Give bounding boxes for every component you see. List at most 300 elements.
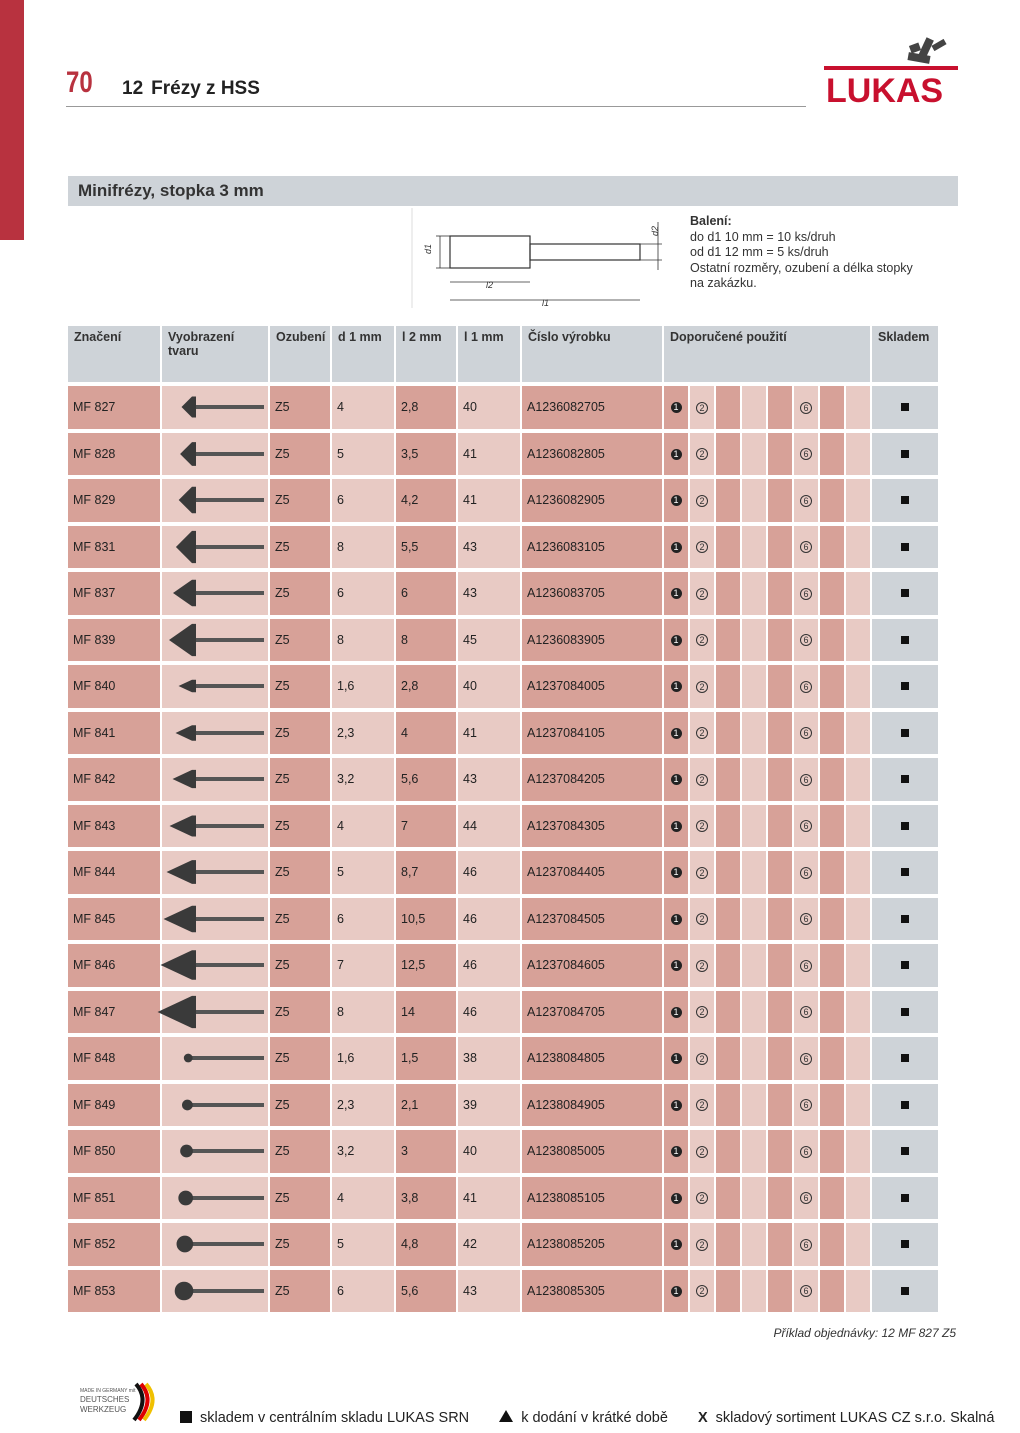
in-stock-icon [901, 1287, 909, 1295]
cell-l1 [458, 712, 522, 759]
cell-usage [742, 991, 768, 1038]
cell-product [522, 386, 664, 433]
cell-usage [664, 758, 690, 805]
cell-l1 [458, 805, 522, 852]
cell-designation [68, 712, 162, 759]
table-row [68, 433, 940, 480]
cell-l2 [396, 1084, 458, 1131]
cell-usage [846, 572, 872, 619]
cell-product [522, 1084, 664, 1131]
made-line3: WERKZEUG [80, 1405, 127, 1414]
cell-d1 [332, 1177, 396, 1224]
table-row [68, 386, 940, 433]
cell-usage [664, 479, 690, 526]
cell-usage [846, 433, 872, 480]
usage-mark-outline: 6 [800, 727, 812, 739]
cell-stock [872, 572, 940, 619]
cell-text: 40 [463, 400, 477, 415]
cell-usage [846, 805, 872, 852]
tool-shank [192, 1242, 264, 1246]
cell-usage [664, 1084, 690, 1131]
cell-stock [872, 1223, 940, 1270]
cell-text: 5,6 [401, 1283, 419, 1298]
usage-mark-filled: 1 [671, 588, 682, 599]
cell-text: 38 [463, 1051, 477, 1066]
table-row [68, 665, 940, 712]
cell-designation [68, 1177, 162, 1224]
diagram-label-l2: l2 [486, 280, 494, 290]
cell-text: 12,5 [401, 958, 426, 973]
cell-usage [794, 386, 820, 433]
cell-d1 [332, 665, 396, 712]
cell-usage [846, 665, 872, 712]
cell-shape [162, 805, 270, 852]
usage-mark-filled: 1 [671, 1239, 682, 1250]
cell-d1 [332, 1223, 396, 1270]
cell-teeth [270, 665, 332, 712]
cell-stock [872, 433, 940, 480]
usage-mark-filled: 1 [671, 1286, 682, 1297]
cell-text: 14 [401, 1004, 415, 1019]
in-stock-icon [901, 682, 909, 690]
cell-product [522, 665, 664, 712]
cell-d1 [332, 619, 396, 666]
made-in-germany-logo [78, 1380, 158, 1424]
cell-usage [664, 1223, 690, 1270]
tool-shank [192, 591, 264, 595]
cell-text: Z5 [275, 679, 290, 694]
cell-usage [690, 433, 716, 480]
cell-teeth [270, 619, 332, 666]
cell-text: MF 845 [73, 911, 116, 926]
cell-usage [742, 944, 768, 991]
cell-designation [68, 805, 162, 852]
in-stock-icon [901, 868, 909, 876]
cell-usage [768, 1223, 794, 1270]
tool-shank [192, 545, 264, 549]
cell-usage [820, 619, 846, 666]
cell-usage [716, 898, 742, 945]
cell-usage [716, 1177, 742, 1224]
cell-usage [742, 1130, 768, 1177]
cell-usage [794, 433, 820, 480]
cell-usage [820, 1270, 846, 1317]
cell-text: A1238084905 [527, 1097, 605, 1112]
cell-designation [68, 619, 162, 666]
cell-usage [742, 665, 768, 712]
cell-text: A1236082805 [527, 446, 605, 461]
cell-text: 3 [401, 1144, 408, 1159]
cell-text: 43 [463, 586, 477, 601]
cell-usage [768, 1037, 794, 1084]
cell-d1 [332, 758, 396, 805]
cell-usage [690, 1130, 716, 1177]
table-row [68, 991, 940, 1038]
cell-designation [68, 944, 162, 991]
cell-usage [664, 386, 690, 433]
cell-usage [820, 712, 846, 759]
tool-image [162, 1224, 266, 1264]
cell-l1 [458, 898, 522, 945]
cell-usage [768, 758, 794, 805]
cell-text: 6 [401, 586, 408, 601]
cell-text: 10,5 [401, 911, 426, 926]
usage-mark-outline: 6 [800, 634, 812, 646]
cell-product [522, 1223, 664, 1270]
usage-mark-filled: 1 [671, 449, 682, 460]
cell-text: 46 [463, 1004, 477, 1019]
cell-l1 [458, 1084, 522, 1131]
table-row [68, 944, 940, 991]
cell-text: 4 [337, 818, 344, 833]
cell-shape [162, 526, 270, 573]
tool-image [162, 573, 266, 613]
table-row [68, 479, 940, 526]
cell-l2 [396, 1130, 458, 1177]
cell-text: MF 844 [73, 865, 116, 880]
cell-usage [768, 898, 794, 945]
cell-usage [820, 758, 846, 805]
cell-usage [664, 1037, 690, 1084]
cell-usage [664, 805, 690, 852]
cell-usage [742, 1084, 768, 1131]
cell-usage [716, 1037, 742, 1084]
usage-mark-outline: 6 [800, 1285, 812, 1297]
usage-mark-outline: 2 [696, 1099, 708, 1111]
cell-usage [846, 1177, 872, 1224]
cell-usage [768, 1084, 794, 1131]
cell-usage [820, 1130, 846, 1177]
legend-text: skladový sortiment LUKAS CZ s.r.o. Skalná [715, 1410, 995, 1426]
cell-text: 8,7 [401, 865, 419, 880]
cell-usage [664, 991, 690, 1038]
usage-mark-outline: 6 [800, 913, 812, 925]
cell-usage [794, 758, 820, 805]
usage-mark-outline: 6 [800, 867, 812, 879]
cell-usage [742, 712, 768, 759]
cell-usage [794, 479, 820, 526]
legend-item-stock [180, 1410, 469, 1426]
cell-text: Z5 [275, 586, 290, 601]
col-l2: l 2 mm [396, 326, 458, 386]
usage-mark-outline: 6 [800, 541, 812, 553]
cell-text: 3,5 [401, 446, 419, 461]
cell-teeth [270, 944, 332, 991]
tool-shank [192, 824, 264, 828]
usage-mark-outline: 6 [800, 1239, 812, 1251]
cell-l2 [396, 758, 458, 805]
cell-l2 [396, 526, 458, 573]
cell-text: 43 [463, 1283, 477, 1298]
usage-mark-outline: 2 [696, 1239, 708, 1251]
cell-text: Z5 [275, 1144, 290, 1159]
cell-stock [872, 758, 940, 805]
tool-image [162, 620, 266, 660]
usage-mark-outline: 2 [696, 588, 708, 600]
cell-usage [716, 1084, 742, 1131]
logo-text: LUKAS [826, 72, 944, 110]
packing-info [690, 214, 913, 292]
cell-d1 [332, 1130, 396, 1177]
cell-l2 [396, 665, 458, 712]
tool-image [162, 806, 266, 846]
tool-head [182, 1099, 193, 1110]
cell-d1 [332, 991, 396, 1038]
cell-text: Z5 [275, 1190, 290, 1205]
cell-text: 43 [463, 539, 477, 554]
cell-usage [820, 479, 846, 526]
cell-shape [162, 1177, 270, 1224]
cell-shape [162, 572, 270, 619]
cell-text: 6 [337, 493, 344, 508]
cell-text: MF 828 [73, 446, 116, 461]
cell-usage [664, 433, 690, 480]
usage-mark-outline: 6 [800, 1006, 812, 1018]
cell-shape [162, 991, 270, 1038]
usage-mark-outline: 6 [800, 448, 812, 460]
diagram-label-d1: d1 [423, 243, 433, 254]
cell-d1 [332, 386, 396, 433]
cell-usage [716, 526, 742, 573]
cell-text: Z5 [275, 1004, 290, 1019]
cell-l1 [458, 758, 522, 805]
cell-usage [742, 758, 768, 805]
cell-stock [872, 712, 940, 759]
cell-usage [716, 1270, 742, 1317]
cell-l2 [396, 1270, 458, 1317]
cell-usage [820, 898, 846, 945]
cell-usage [794, 1084, 820, 1131]
usage-mark-outline: 2 [696, 727, 708, 739]
cell-l2 [396, 572, 458, 619]
cell-text: MF 839 [73, 632, 116, 647]
cell-usage [690, 898, 716, 945]
in-stock-icon [901, 1147, 909, 1155]
cell-text: A1238085105 [527, 1190, 605, 1205]
cell-stock [872, 851, 940, 898]
cell-text: Z5 [275, 772, 290, 787]
cell-text: 4 [401, 725, 408, 740]
cell-designation [68, 991, 162, 1038]
cell-usage [820, 665, 846, 712]
cell-designation [68, 758, 162, 805]
cell-product [522, 1177, 664, 1224]
col-usage: Doporučené použití [664, 326, 872, 386]
cell-text: A1238085205 [527, 1237, 605, 1252]
usage-mark-outline: 2 [696, 634, 708, 646]
cell-l2 [396, 1037, 458, 1084]
cell-usage [690, 1223, 716, 1270]
tool-image [162, 434, 266, 474]
cell-l1 [458, 479, 522, 526]
cell-text: 3,8 [401, 1190, 419, 1205]
cell-text: A1237084205 [527, 772, 605, 787]
cell-text: 4 [337, 1190, 344, 1205]
cell-text: MF 848 [73, 1051, 116, 1066]
usage-mark-outline: 2 [696, 820, 708, 832]
usage-mark-filled: 1 [671, 542, 682, 553]
cell-text: 5 [337, 1237, 344, 1252]
usage-mark-outline: 2 [696, 774, 708, 786]
cell-l2 [396, 386, 458, 433]
cell-usage [690, 991, 716, 1038]
usage-mark-filled: 1 [671, 681, 682, 692]
cell-text: 3,2 [337, 772, 355, 787]
tool-image [162, 527, 266, 567]
usage-mark-filled: 1 [671, 821, 682, 832]
cell-l2 [396, 991, 458, 1038]
cell-usage [846, 712, 872, 759]
tool-shank [192, 638, 264, 642]
packing-heading: Balení: [690, 214, 732, 228]
cell-usage [690, 1177, 716, 1224]
usage-mark-outline: 2 [696, 495, 708, 507]
cell-l1 [458, 1037, 522, 1084]
cell-usage [690, 526, 716, 573]
cell-text: Z5 [275, 446, 290, 461]
cell-text: A1236082905 [527, 493, 605, 508]
tool-image [162, 1038, 266, 1078]
cell-text: A1237084105 [527, 725, 605, 740]
cell-stock [872, 1270, 940, 1317]
cell-shape [162, 1130, 270, 1177]
tool-head [173, 580, 196, 607]
cell-text: A1236083905 [527, 632, 605, 647]
cell-usage [716, 665, 742, 712]
usage-mark-outline: 2 [696, 1006, 708, 1018]
cell-usage [846, 1270, 872, 1317]
cell-usage [820, 1084, 846, 1131]
cell-product [522, 851, 664, 898]
cell-l2 [396, 433, 458, 480]
header-rule [66, 106, 806, 107]
cell-usage [690, 805, 716, 852]
cell-usage [664, 1270, 690, 1317]
cell-shape [162, 386, 270, 433]
cell-teeth [270, 851, 332, 898]
cell-text: 3,2 [337, 1144, 355, 1159]
cell-usage [768, 851, 794, 898]
cell-text: 8 [337, 1004, 344, 1019]
cell-designation [68, 665, 162, 712]
usage-mark-filled: 1 [671, 1146, 682, 1157]
usage-mark-outline: 6 [800, 1099, 812, 1111]
in-stock-icon [901, 961, 909, 969]
cell-usage [794, 805, 820, 852]
cell-text: 4 [337, 400, 344, 415]
cell-text: 6 [337, 1283, 344, 1298]
cell-usage [716, 619, 742, 666]
cell-product [522, 712, 664, 759]
tool-shank [192, 731, 264, 735]
cell-l1 [458, 526, 522, 573]
cell-teeth [270, 758, 332, 805]
cell-text: 8 [337, 632, 344, 647]
cell-text: 43 [463, 772, 477, 787]
made-line2: DEUTSCHES [80, 1395, 130, 1404]
col-product: Číslo výrobku [522, 326, 664, 386]
cell-product [522, 805, 664, 852]
cell-d1 [332, 433, 396, 480]
tool-image [162, 387, 266, 427]
cell-stock [872, 1084, 940, 1131]
tool-image [162, 945, 266, 985]
cell-usage [768, 665, 794, 712]
in-stock-icon [901, 1194, 909, 1202]
cell-text: A1237084605 [527, 958, 605, 973]
cell-usage [820, 1223, 846, 1270]
table-row [68, 526, 940, 573]
cell-usage [690, 619, 716, 666]
usage-mark-filled: 1 [671, 495, 682, 506]
cell-text: A1236083705 [527, 586, 605, 601]
cell-usage [742, 619, 768, 666]
usage-mark-filled: 1 [671, 728, 682, 739]
cell-usage [794, 665, 820, 712]
tool-image [162, 1178, 266, 1218]
table-row [68, 619, 940, 666]
tool-head [169, 624, 196, 656]
cell-teeth [270, 1084, 332, 1131]
cell-text: 7 [337, 958, 344, 973]
table-row [68, 898, 940, 945]
tool-image [162, 1085, 266, 1125]
cell-text: MF 840 [73, 679, 116, 694]
cell-teeth [270, 805, 332, 852]
cell-stock [872, 1177, 940, 1224]
cell-text: Z5 [275, 1237, 290, 1252]
usage-mark-outline: 6 [800, 820, 812, 832]
cell-stock [872, 805, 940, 852]
cell-usage [846, 1084, 872, 1131]
cell-usage [794, 1037, 820, 1084]
legend-item-cz [698, 1410, 995, 1426]
tool-head [178, 1190, 193, 1205]
cell-shape [162, 851, 270, 898]
cell-designation [68, 572, 162, 619]
cell-usage [768, 805, 794, 852]
cell-usage [794, 1130, 820, 1177]
cell-text: MF 853 [73, 1283, 116, 1298]
cell-l1 [458, 433, 522, 480]
page-edge-bar [0, 0, 24, 240]
cell-usage [716, 944, 742, 991]
table-row [68, 712, 940, 759]
cell-d1 [332, 851, 396, 898]
legend-text: k dodání v krátké době [521, 1410, 668, 1426]
cell-text: 45 [463, 632, 477, 647]
tool-image [162, 713, 266, 753]
col-designation: Značení [68, 326, 162, 386]
cell-text: Z5 [275, 400, 290, 415]
x-icon: X [697, 1410, 708, 1426]
cell-text: 46 [463, 958, 477, 973]
cell-product [522, 758, 664, 805]
legend-text: skladem v centrálním skladu LUKAS SRN [200, 1410, 470, 1426]
cell-text: Z5 [275, 725, 290, 740]
in-stock-icon [901, 1054, 909, 1062]
tool-head [167, 860, 197, 884]
usage-mark-outline: 2 [696, 960, 708, 972]
cell-usage [664, 944, 690, 991]
table-row [68, 572, 940, 619]
cell-d1 [332, 1084, 396, 1131]
usage-mark-filled: 1 [671, 1007, 682, 1018]
cell-usage [820, 386, 846, 433]
cell-usage [742, 851, 768, 898]
chapter-number: 12 [122, 78, 144, 99]
in-stock-icon [901, 775, 909, 783]
